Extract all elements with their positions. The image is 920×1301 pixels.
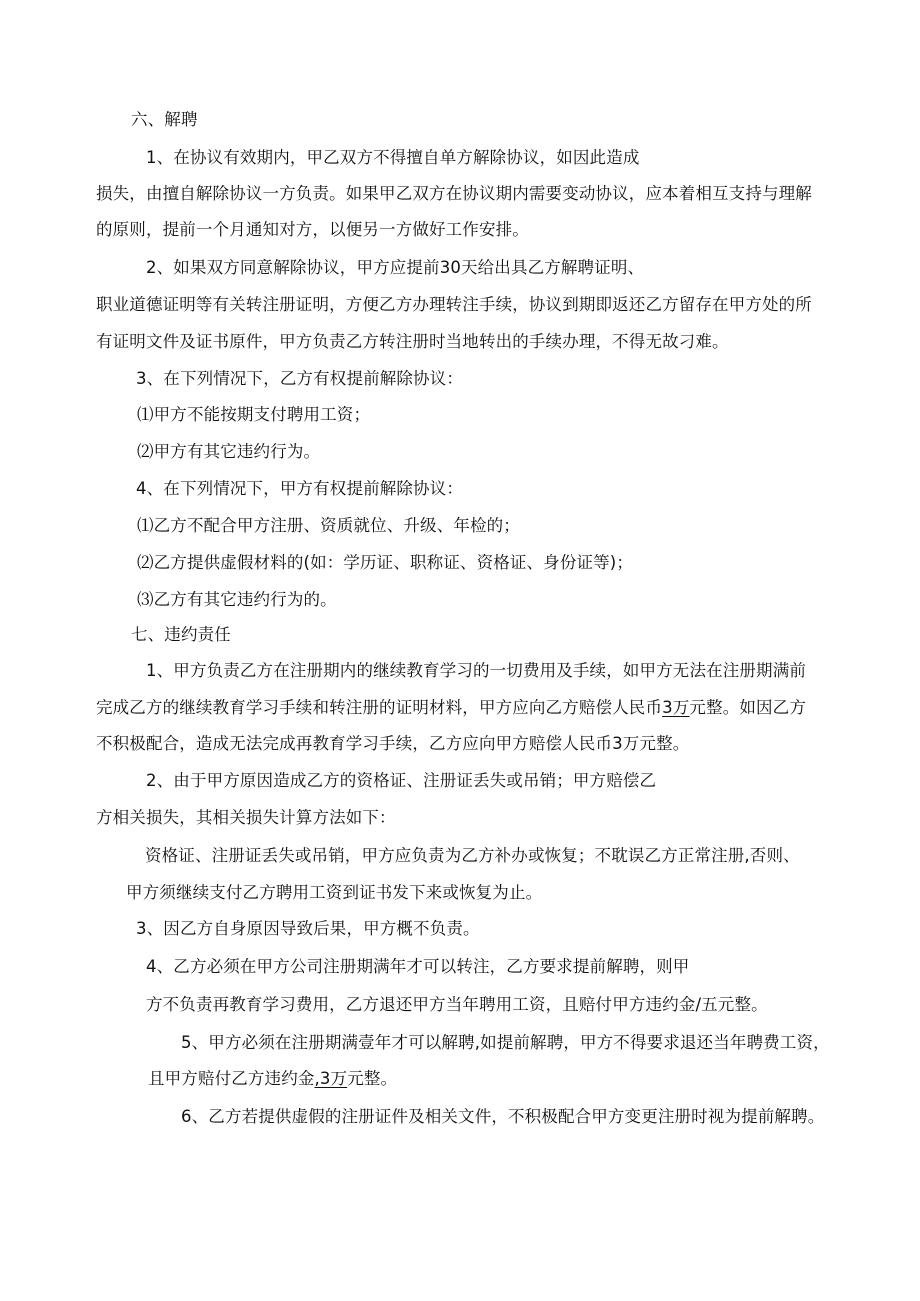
clause-6-2-line-1: 2、如果双方同意解除协议，甲方应提前30天给出具乙方解聘证明、 xyxy=(146,258,645,277)
clause-7-1-line-1: 1、甲方负责乙方在注册期内的继续教育学习的一切费用及手续，如甲方无法在注册期满前 xyxy=(146,661,806,680)
clause-6-1-line-1: 1、在协议有效期内，甲乙双方不得擅自单方解除协议，如因此造成 xyxy=(146,148,640,167)
section-heading-dismissal: 六、解聘 xyxy=(131,110,198,129)
clause-7-2-line-3: 资格证、注册证丢失或吊销，甲方应负责为乙方补办或恢复；不耽误乙方正常注册,否则、 xyxy=(145,846,800,865)
clause-6-1-line-3: 的原则，提前一个月通知对方，以便另一方做好工作安排。 xyxy=(96,220,529,239)
penalty-amount: ,3万 xyxy=(314,1069,348,1088)
clause-7-5-line-2-text-a: 且甲方赔付乙方违约金 xyxy=(148,1069,315,1088)
clause-7-4-line-1: 4、乙方必须在甲方公司注册期满年才可以转注，乙方要求提前解聘，则甲 xyxy=(146,957,690,976)
clause-6-2-line-3: 有证明文件及证书原件，甲方负责乙方转注册时当地转出的手续办理，不得无故刁难。 xyxy=(96,332,729,351)
clause-6-3-line-1: 3、在下列情况下，乙方有权提前解除协议： xyxy=(136,369,463,388)
clause-7-2-line-1: 2、由于甲方原因造成乙方的资格证、注册证丢失或吊销；甲方赔偿乙 xyxy=(146,771,657,790)
clause-7-2-line-2: 方相关损失，其相关损失计算方法如下： xyxy=(96,808,396,827)
clause-7-1-line-3: 不积极配合，造成无法完成再教育学习手续，乙方应向甲方赔偿人民币3万元整。 xyxy=(96,734,690,753)
clause-7-6-line-1: 6、乙方若提供虚假的注册证件及相关文件，不积极配合甲方变更注册时视为提前解聘。 xyxy=(181,1107,825,1126)
clause-6-4-line-1: 4、在下列情况下，甲方有权提前解除协议： xyxy=(136,479,463,498)
clause-7-1-line-2-text-b: 元整。如因乙方 xyxy=(689,698,806,717)
clause-6-4-sub-3: ⑶乙方有其它违约行为的。 xyxy=(137,590,337,609)
clause-7-1-line-2-text-a: 完成乙方的继续教育学习手续和转注册的证明材料，甲方应向乙方赔偿人民币 xyxy=(96,698,663,717)
clause-6-1-line-2: 损失，由擅自解除协议一方负责。如果甲乙双方在协议期内需要变动协议，应本着相互支持与理解 xyxy=(96,184,812,203)
clause-7-1-line-2 xyxy=(96,697,806,719)
compensation-amount: 3万 xyxy=(662,698,690,717)
clause-6-4-sub-1: ⑴乙方不配合甲方注册、资质就位、升级、年检的； xyxy=(137,516,520,535)
clause-7-2-line-4: 甲方须继续支付乙方聘用工资到证书发下来或恢复为止。 xyxy=(126,883,543,902)
clause-6-2-line-2: 职业道德证明等有关转注册证明，方便乙方办理转注手续，协议到期即返还乙方留存在甲方处的所 xyxy=(96,295,812,314)
clause-7-5-line-1: 5、甲方必须在注册期满壹年才可以解聘,如提前解聘，甲方不得要求退还当年聘费工资， xyxy=(181,1033,830,1052)
clause-7-5-line-2-text-b: 元整。 xyxy=(347,1069,398,1088)
section-heading-liability: 七、违约责任 xyxy=(131,625,231,644)
clause-6-3-sub-1: ⑴甲方不能按期支付聘用工资； xyxy=(137,405,371,424)
clause-7-5-line-2 xyxy=(148,1068,397,1090)
clause-7-3-line-1: 3、因乙方自身原因导致后果，甲方概不负责。 xyxy=(136,919,480,938)
clause-6-4-sub-2: ⑵乙方提供虚假材料的(如：学历证、职称证、资格证、身份证等)； xyxy=(137,553,634,572)
clause-7-4-line-2: 方不负责再教育学习费用，乙方退还甲方当年聘用工资，且赔付甲方违约金/五元整。 xyxy=(146,995,768,1014)
clause-6-3-sub-2: ⑵甲方有其它违约行为。 xyxy=(137,442,321,461)
